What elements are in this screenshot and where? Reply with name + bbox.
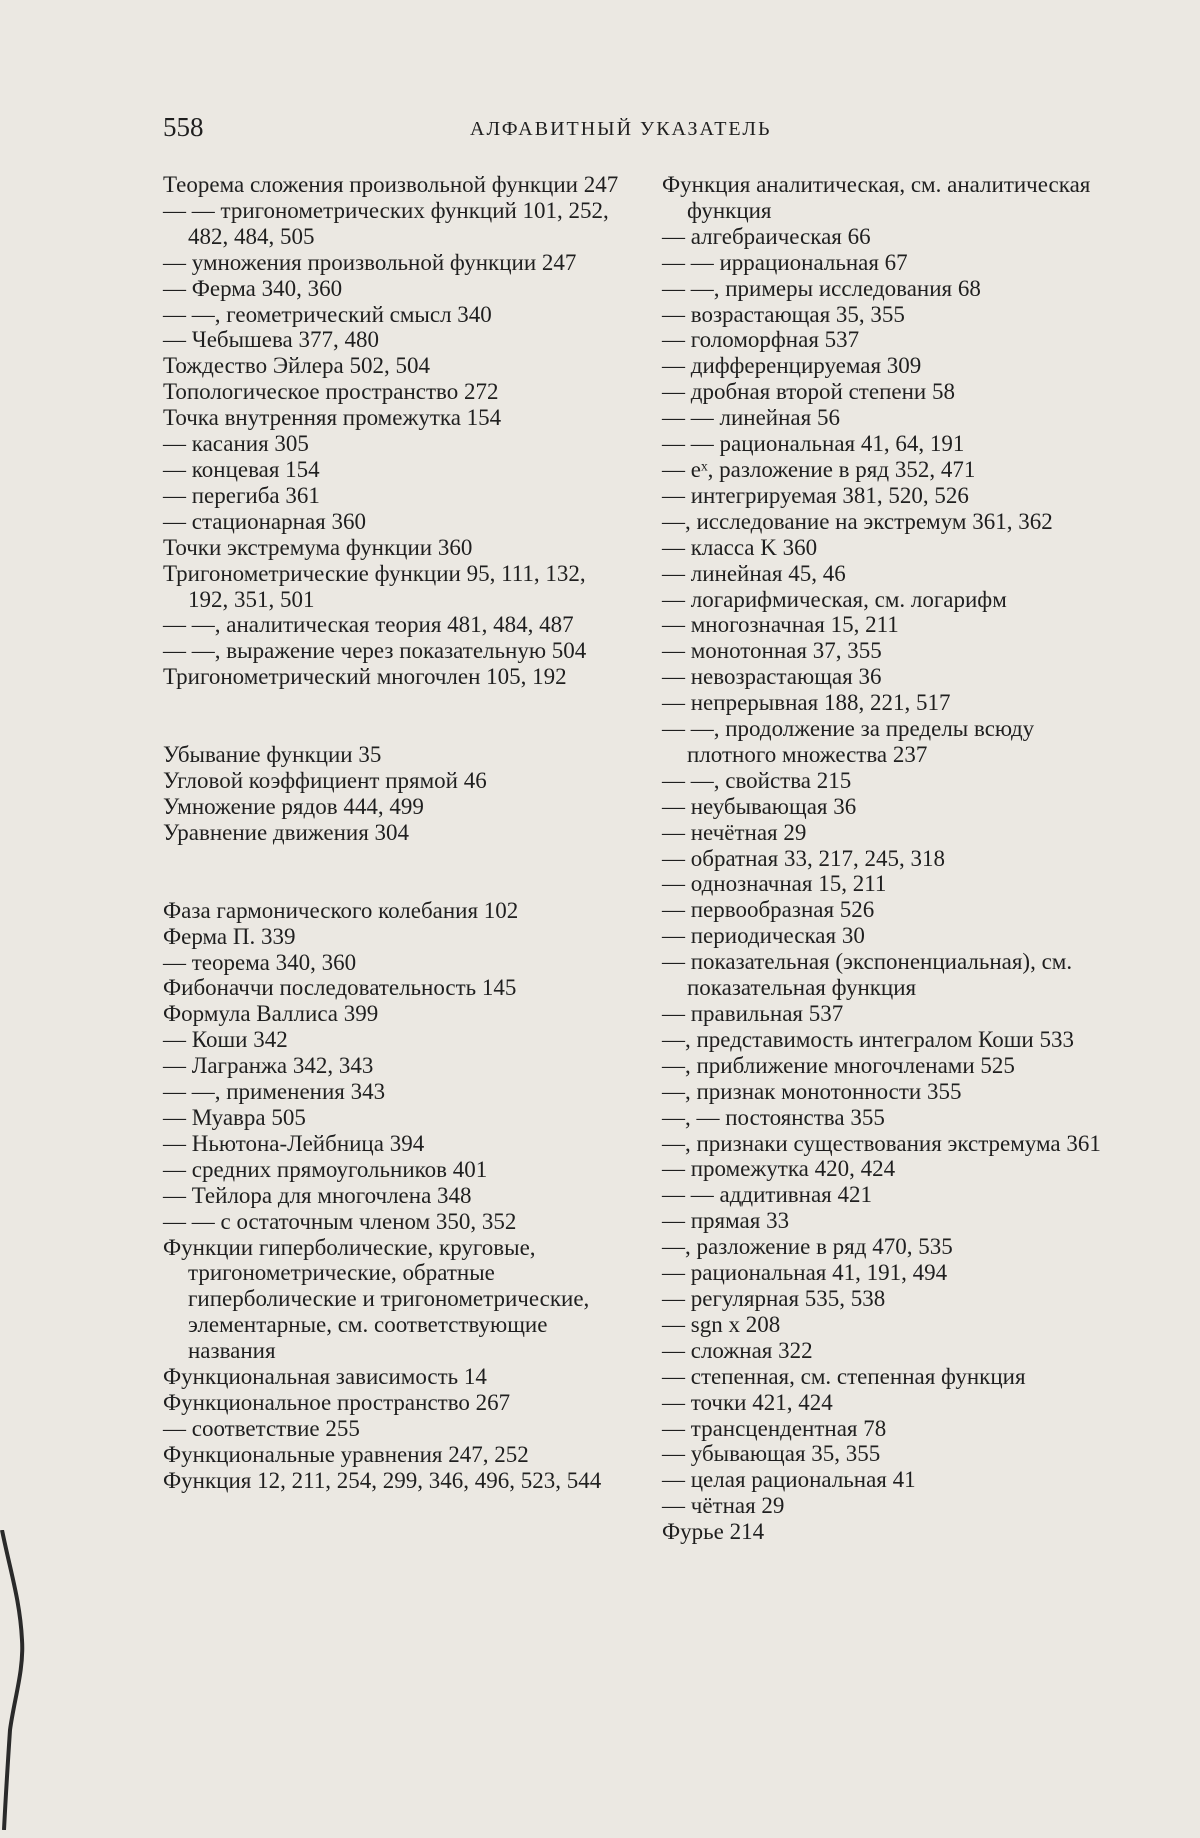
index-entry: — степенная, см. степенная функция xyxy=(662,1363,1026,1389)
index-entry: — — иррациональная 67 xyxy=(662,249,908,275)
index-entry: Точки экстремума функции 360 xyxy=(163,534,473,560)
index-entry: — прямая 33 xyxy=(662,1208,790,1234)
index-entry: — Чебышева 377, 480 xyxy=(163,327,379,353)
index-entry: — перегиба 361 xyxy=(163,482,320,508)
index-entry: — многозначная 15, 211 xyxy=(662,612,899,638)
index-entry: —, приближение многочленами 525 xyxy=(662,1052,1015,1078)
index-entry: — правильная 537 xyxy=(662,1001,844,1026)
index-entry: Уравнение движения 304 xyxy=(163,819,410,845)
index-entry: Фибоначчи последовательность 145 xyxy=(163,975,517,1001)
index-entry: — интегрируемая 381, 520, 526 xyxy=(662,482,969,508)
index-entry: — неубывающая 36 xyxy=(662,793,857,819)
index-entry: — промежутка 420, 424 xyxy=(662,1156,896,1182)
index-entry: Тождество Эйлера 502, 504 xyxy=(163,353,430,379)
index-entry: — нечётная 29 xyxy=(662,819,807,845)
index-entry: —, разложение в ряд 470, 535 xyxy=(662,1234,953,1260)
index-entry: — — рациональная 41, 64, 191 xyxy=(662,431,965,457)
index-entry: — убывающая 35, 355 xyxy=(662,1441,881,1467)
index-entry: — —, аналитическая теория 481, 484, 487 xyxy=(163,612,574,638)
index-entry: — алгебраическая 66 xyxy=(662,223,871,249)
index-entry: — логарифмическая, см. логарифм xyxy=(662,586,1007,612)
index-entry: Убывание функции 35 xyxy=(163,742,382,768)
index-entry: Теорема сложения произвольной функции 247 xyxy=(163,172,619,197)
index-entry: —, исследование на экстремум 361, 362 xyxy=(662,508,1053,534)
index-entry: — невозрастающая 36 xyxy=(662,664,882,690)
index-entry: — периодическая 30 xyxy=(662,923,865,949)
index-entry: — дробная второй степени 58 xyxy=(662,379,955,405)
index-entry: — однозначная 15, 211 xyxy=(662,871,887,897)
index-entry: — —, продолжение за пределы всюду плотного множества 237 xyxy=(662,716,1035,767)
index-entry: — Муавра 505 xyxy=(163,1105,306,1130)
index-entry: — —, свойства 215 xyxy=(662,767,852,793)
index-entry: Тригонометрический многочлен 105, 192 xyxy=(163,664,567,690)
index-entry: Умножение рядов 444, 499 xyxy=(163,793,424,819)
index-entry: Фаза гармонического колебания 102 xyxy=(163,897,519,923)
letter-group-gap xyxy=(163,690,623,742)
index-column-right xyxy=(662,172,1124,1545)
index-entry: — Тейлора для многочлена 348 xyxy=(163,1182,472,1208)
index-entry: Угловой коэффициент прямой 46 xyxy=(163,768,487,794)
index-entry: — — линейная 56 xyxy=(662,405,840,431)
index-entry: — трансцендентная 78 xyxy=(662,1415,887,1441)
page-number: 558 xyxy=(163,112,204,142)
index-entry: — —, примеры исследования 68 xyxy=(662,275,981,301)
index-entry: —, — постоянства 355 xyxy=(662,1104,885,1130)
index-entry: — рациональная 41, 191, 494 xyxy=(662,1260,948,1286)
index-entry: — класса K 360 xyxy=(662,534,818,560)
index-entry: — sgn x 208 xyxy=(662,1311,781,1337)
index-entry: — стационарная 360 xyxy=(163,508,366,534)
index-entry: — средних прямоугольников 401 xyxy=(163,1156,488,1182)
index-entry: —, признак монотонности 355 xyxy=(662,1078,962,1104)
index-entry: — дифференцируемая 309 xyxy=(662,353,922,379)
index-entry: —, признаки существования экстремума 361 xyxy=(662,1130,1101,1156)
index-entry: Функция аналитическая, см. аналитическая функция xyxy=(662,172,1091,223)
page-header xyxy=(163,112,1123,152)
index-entry: — теорема 340, 360 xyxy=(163,949,357,975)
index-entry: Формула Валлиса 399 xyxy=(163,1001,379,1027)
index-entry: — первообразная 526 xyxy=(662,897,875,923)
index-entry: Функции гиперболические, круговые, тригонометрические, обратные гиперболические и тригонометрические, элементарные, см. соответствующие названия xyxy=(163,1234,590,1364)
index-entry: Функция 12, 211, 254, 299, 346, 496, 523, 544 xyxy=(163,1467,602,1493)
index-entry: — показательная (экспоненциальная), см. показательная функция xyxy=(662,949,1073,1001)
index-entry: — чётная 29 xyxy=(662,1493,785,1519)
index-column-left xyxy=(163,172,623,1494)
index-entry: Функциональные уравнения 247, 252 xyxy=(163,1441,529,1467)
index-entry: — сложная 322 xyxy=(662,1337,813,1363)
index-entry: — умножения произвольной функции 247 xyxy=(163,249,577,275)
index-entry: Фурье 214 xyxy=(662,1519,765,1545)
index-entry: — — тригонометрических функций 101, 252, 482, 484, 505 xyxy=(163,197,609,249)
running-title: АЛФАВИТНЫЙ УКАЗАТЕЛЬ xyxy=(470,118,772,140)
index-entry: — соответствие 255 xyxy=(163,1415,360,1441)
index-entry: — концевая 154 xyxy=(163,456,320,482)
index-entry: — Ферма 340, 360 xyxy=(163,275,343,301)
index-entry: Топологическое пространство 272 xyxy=(163,379,499,405)
index-entry: — голоморфная 537 xyxy=(662,327,860,353)
index-entry: — непрерывная 188, 221, 517 xyxy=(662,690,951,716)
index-entry: —, представимость интегралом Коши 533 xyxy=(662,1026,1074,1052)
index-entry: Функциональная зависимость 14 xyxy=(163,1364,487,1390)
index-entry: Точка внутренняя промежутка 154 xyxy=(163,405,502,431)
letter-group-gap xyxy=(163,846,623,898)
index-entry: — Коши 342 xyxy=(163,1027,288,1053)
index-entry: — обратная 33, 217, 245, 318 xyxy=(662,845,945,871)
index-entry: — касания 305 xyxy=(163,431,309,457)
index-entry: — монотонная 37, 355 xyxy=(662,638,882,664)
index-entry: — целая рациональная 41 xyxy=(662,1467,916,1493)
index-entry: — возрастающая 35, 355 xyxy=(662,301,905,327)
index-entry: — Лагранжа 342, 343 xyxy=(163,1053,374,1079)
index-entry: — точки 421, 424 xyxy=(662,1389,833,1415)
index-entry: — линейная 45, 46 xyxy=(662,560,846,586)
index-entry: — регулярная 535, 538 xyxy=(662,1285,886,1311)
index-entry: — — с остаточным членом 350, 352 xyxy=(163,1208,517,1234)
index-entry: — eˣ, разложение в ряд 352, 471 xyxy=(662,456,976,482)
index-entry: Тригонометрические функции 95, 111, 132, 192, 351, 501 xyxy=(163,560,586,612)
index-entry: — —, выражение через показательную 504 xyxy=(163,638,587,664)
binding-edge-mark xyxy=(0,1530,32,1830)
index-entry: — —, геометрический смысл 340 xyxy=(163,301,492,327)
index-entry: — — аддитивная 421 xyxy=(662,1182,872,1208)
index-entry: — Ньютона-Лейбница 394 xyxy=(163,1130,425,1156)
index-entry: Функциональное пространство 267 xyxy=(163,1389,511,1415)
index-entry: Ферма П. 339 xyxy=(163,923,296,949)
index-entry: — —, применения 343 xyxy=(163,1079,386,1105)
